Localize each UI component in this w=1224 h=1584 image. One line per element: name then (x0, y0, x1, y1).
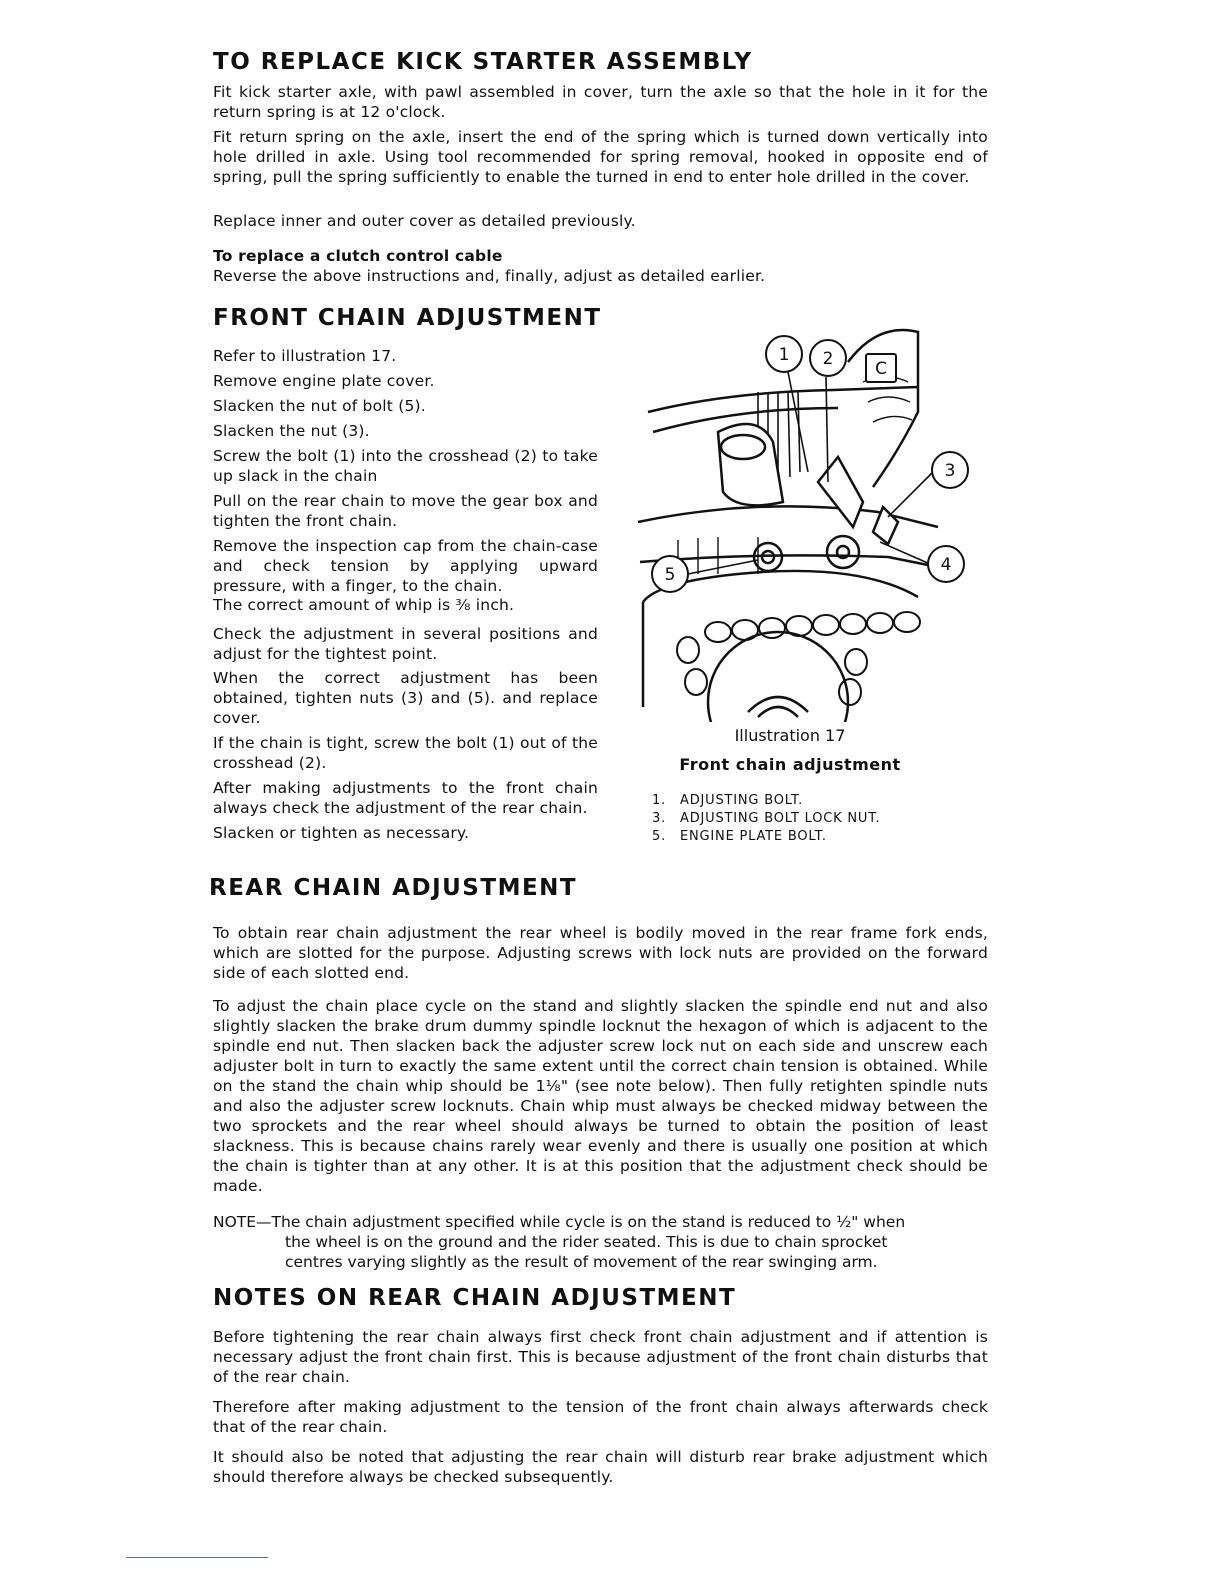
callout-c-label: C (875, 359, 887, 379)
notes-paragraph-2: Therefore after making adjustment to the tension of the front chain always afterwards check that of the rear chain. (213, 1398, 988, 1436)
footer-rule (126, 1557, 268, 1558)
front-chain-step-9: Check the adjustment in several positions and adjust for the tightest point. (213, 625, 598, 663)
front-chain-step-11: If the chain is tight, screw the bolt (1) out of the crosshead (2). (213, 734, 598, 772)
rear-chain-paragraph-2: To adjust the chain place cycle on the stand and slightly slacken the spindle end nut and also slightly slacken the brake drum dummy spindle locknut the hexagon of which is adjacent to the spindle end nut. Then slacken back the adjuster screw lock nut on each side and unscrew each adjuster bolt in turn to exactly the same extent until the correct chain tension is obtained. While on the stand the chain whip should be 1⅛" (see note below). Then fully retighten spindle nuts and also the adjuster screw locknuts. Chain whip must always be checked midway between the two sprockets and the rear wheel should always be turned to obtain the position of least slackness. This is because chains rarely wear evenly and there is usually one position at which the chain is tighter than at any other. It is at this position that the adjustment check should be made. (213, 997, 988, 1195)
heading-rear-chain: REAR CHAIN ADJUSTMENT (209, 875, 578, 901)
kick-starter-paragraph-2: Fit return spring on the axle, insert the end of the spring which is turned down vertically into hole drilled in axle. Using tool recommended for spring removal, hooked in opposite end of spring, pull the spring sufficiently to enable the turned in end to enter hole drilled in the cover. (213, 128, 988, 186)
notes-paragraph-1: Before tightening the rear chain always first check front chain adjustment and if attention is necessary adjust the front chain first. This is because adjustment of the front chain disturbs that of the rear chain. (213, 1328, 988, 1386)
illustration-legend (652, 792, 880, 846)
rear-chain-paragraph-1: To obtain rear chain adjustment the rear wheel is bodily moved in the rear frame fork ends, which are slotted for the purpose. Adjusting screws with lock nuts are provided on the forward side of each slotted end. (213, 924, 988, 982)
chain-diagram-drawing (618, 312, 978, 722)
clutch-cable-text: Reverse the above instructions and, finally, adjust as detailed earlier. (213, 267, 766, 285)
illustration-title: Front chain adjustment (679, 755, 901, 774)
heading-front-chain: FRONT CHAIN ADJUSTMENT (213, 305, 602, 331)
front-chain-step-6: Pull on the rear chain to move the gear box and tighten the front chain. (213, 492, 598, 530)
callout-2-label: 2 (822, 349, 834, 369)
callout-1-label: 1 (778, 345, 790, 365)
illustration-number: Illustration 17 (734, 726, 846, 745)
legend-item: 1. ADJUSTING BOLT. (652, 793, 804, 808)
front-chain-step-10: When the correct adjustment has been obtained, tighten nuts (3) and (5). and replace cover. (213, 669, 598, 727)
front-chain-step-7: Remove the inspection cap from the chain-case and check tension by applying upward pressure, with a finger, to the chain. (213, 537, 598, 595)
legend-item: 3. ADJUSTING BOLT LOCK NUT. (652, 811, 881, 826)
kick-starter-paragraph-1: Fit kick starter axle, with pawl assembled in cover, turn the axle so that the hole in it for the return spring is at 12 o'clock. (213, 83, 988, 121)
front-chain-step-13: Slacken or tighten as necessary. (213, 824, 470, 842)
heading-notes-rear-chain: NOTES ON REAR CHAIN ADJUSTMENT (213, 1285, 737, 1311)
front-chain-step-12: After making adjustments to the front chain always check the adjustment of the rear chain. (213, 779, 598, 817)
front-chain-step-1: Refer to illustration 17. (213, 347, 397, 365)
notes-paragraph-3: It should also be noted that adjusting the rear chain will disturb rear brake adjustment which should therefore always be checked subsequently. (213, 1448, 988, 1486)
callout-4-label: 4 (940, 555, 952, 575)
front-chain-step-3: Slacken the nut of bolt (5). (213, 397, 426, 415)
front-chain-step-4: Slacken the nut (3). (213, 422, 370, 440)
kick-starter-paragraph-3: Replace inner and outer cover as detailed previously. (213, 212, 636, 230)
heading-kick-starter: TO REPLACE KICK STARTER ASSEMBLY (213, 49, 753, 75)
callout-3-label: 3 (944, 461, 956, 481)
rear-chain-note: NOTE—The chain adjustment specified while cycle is on the stand is reduced to ½" when the wheel is on the ground and the rider seated. This is due to chain sprocket centres varying slightly as the result of movement of the rear swinging arm. (213, 1213, 906, 1271)
front-chain-step-2: Remove engine plate cover. (213, 372, 435, 390)
legend-item: 5. ENGINE PLATE BOLT. (652, 829, 827, 844)
front-chain-illustration (618, 312, 978, 722)
front-chain-step-5: Screw the bolt (1) into the crosshead (2) to take up slack in the chain (213, 447, 598, 485)
clutch-cable-subheading: To replace a clutch control cable (213, 247, 503, 265)
callout-5-label: 5 (664, 565, 676, 585)
front-chain-step-8: The correct amount of whip is ⅜ inch. (213, 596, 515, 614)
